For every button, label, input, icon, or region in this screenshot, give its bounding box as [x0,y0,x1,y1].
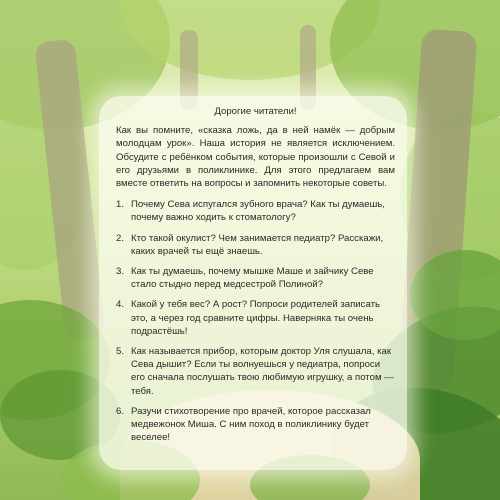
question-list [116,198,395,444]
question-text: Почему Сева испугался зубного врача? Как ты думаешь, почему важно ходить к стоматологу? [131,199,385,224]
question-number: 5. [116,346,125,358]
question-number: 4. [116,299,125,311]
question-text: Разучи стихотворение про врачей, которое рассказал медвежонок Миша. С ним поход в поликлинику будет веселее! [131,405,371,444]
question-item [116,298,395,338]
intro-paragraph: Как вы помните, «сказка ложь, да в ней намёк — добрым молодцам урок». Наша история не является исключением. Обсудите с ребёнком события, которые произошли с Севой и его друзьями в поликлинике. Для этого предлагаем вам вместе ответить на вопросы и запомнить некоторые советы. [116,125,395,190]
page-heading: Дорогие читатели! [214,106,297,117]
question-number: 3. [116,266,125,278]
question-number: 1. [116,199,125,211]
question-item [116,265,395,291]
question-item [116,405,395,445]
question-item [116,345,395,398]
question-number: 2. [116,232,125,244]
question-text: Как называется прибор, которым доктор Уля слушала, как Сева дышит? Если ты волнуешься у педиатра, попроси его сначала послушать твою любимую игрушку, а потом — тебя. [131,346,394,397]
text-content [116,105,395,451]
question-text: Кто такой окулист? Чем занимается педиатр? Расскажи, каких врачей ты ещё знаешь. [131,232,384,257]
question-text: Как ты думаешь, почему мышке Маше и зайчику Севе стало стыдно перед медсестрой Полиной? [131,266,374,291]
question-item [116,198,395,224]
question-text: Какой у тебя вес? А рост? Попроси родителей записать это, а через год сравните цифры. Наверняка ты очень подрастёшь! [131,299,380,337]
question-item [116,232,395,258]
question-number: 6. [116,405,125,417]
